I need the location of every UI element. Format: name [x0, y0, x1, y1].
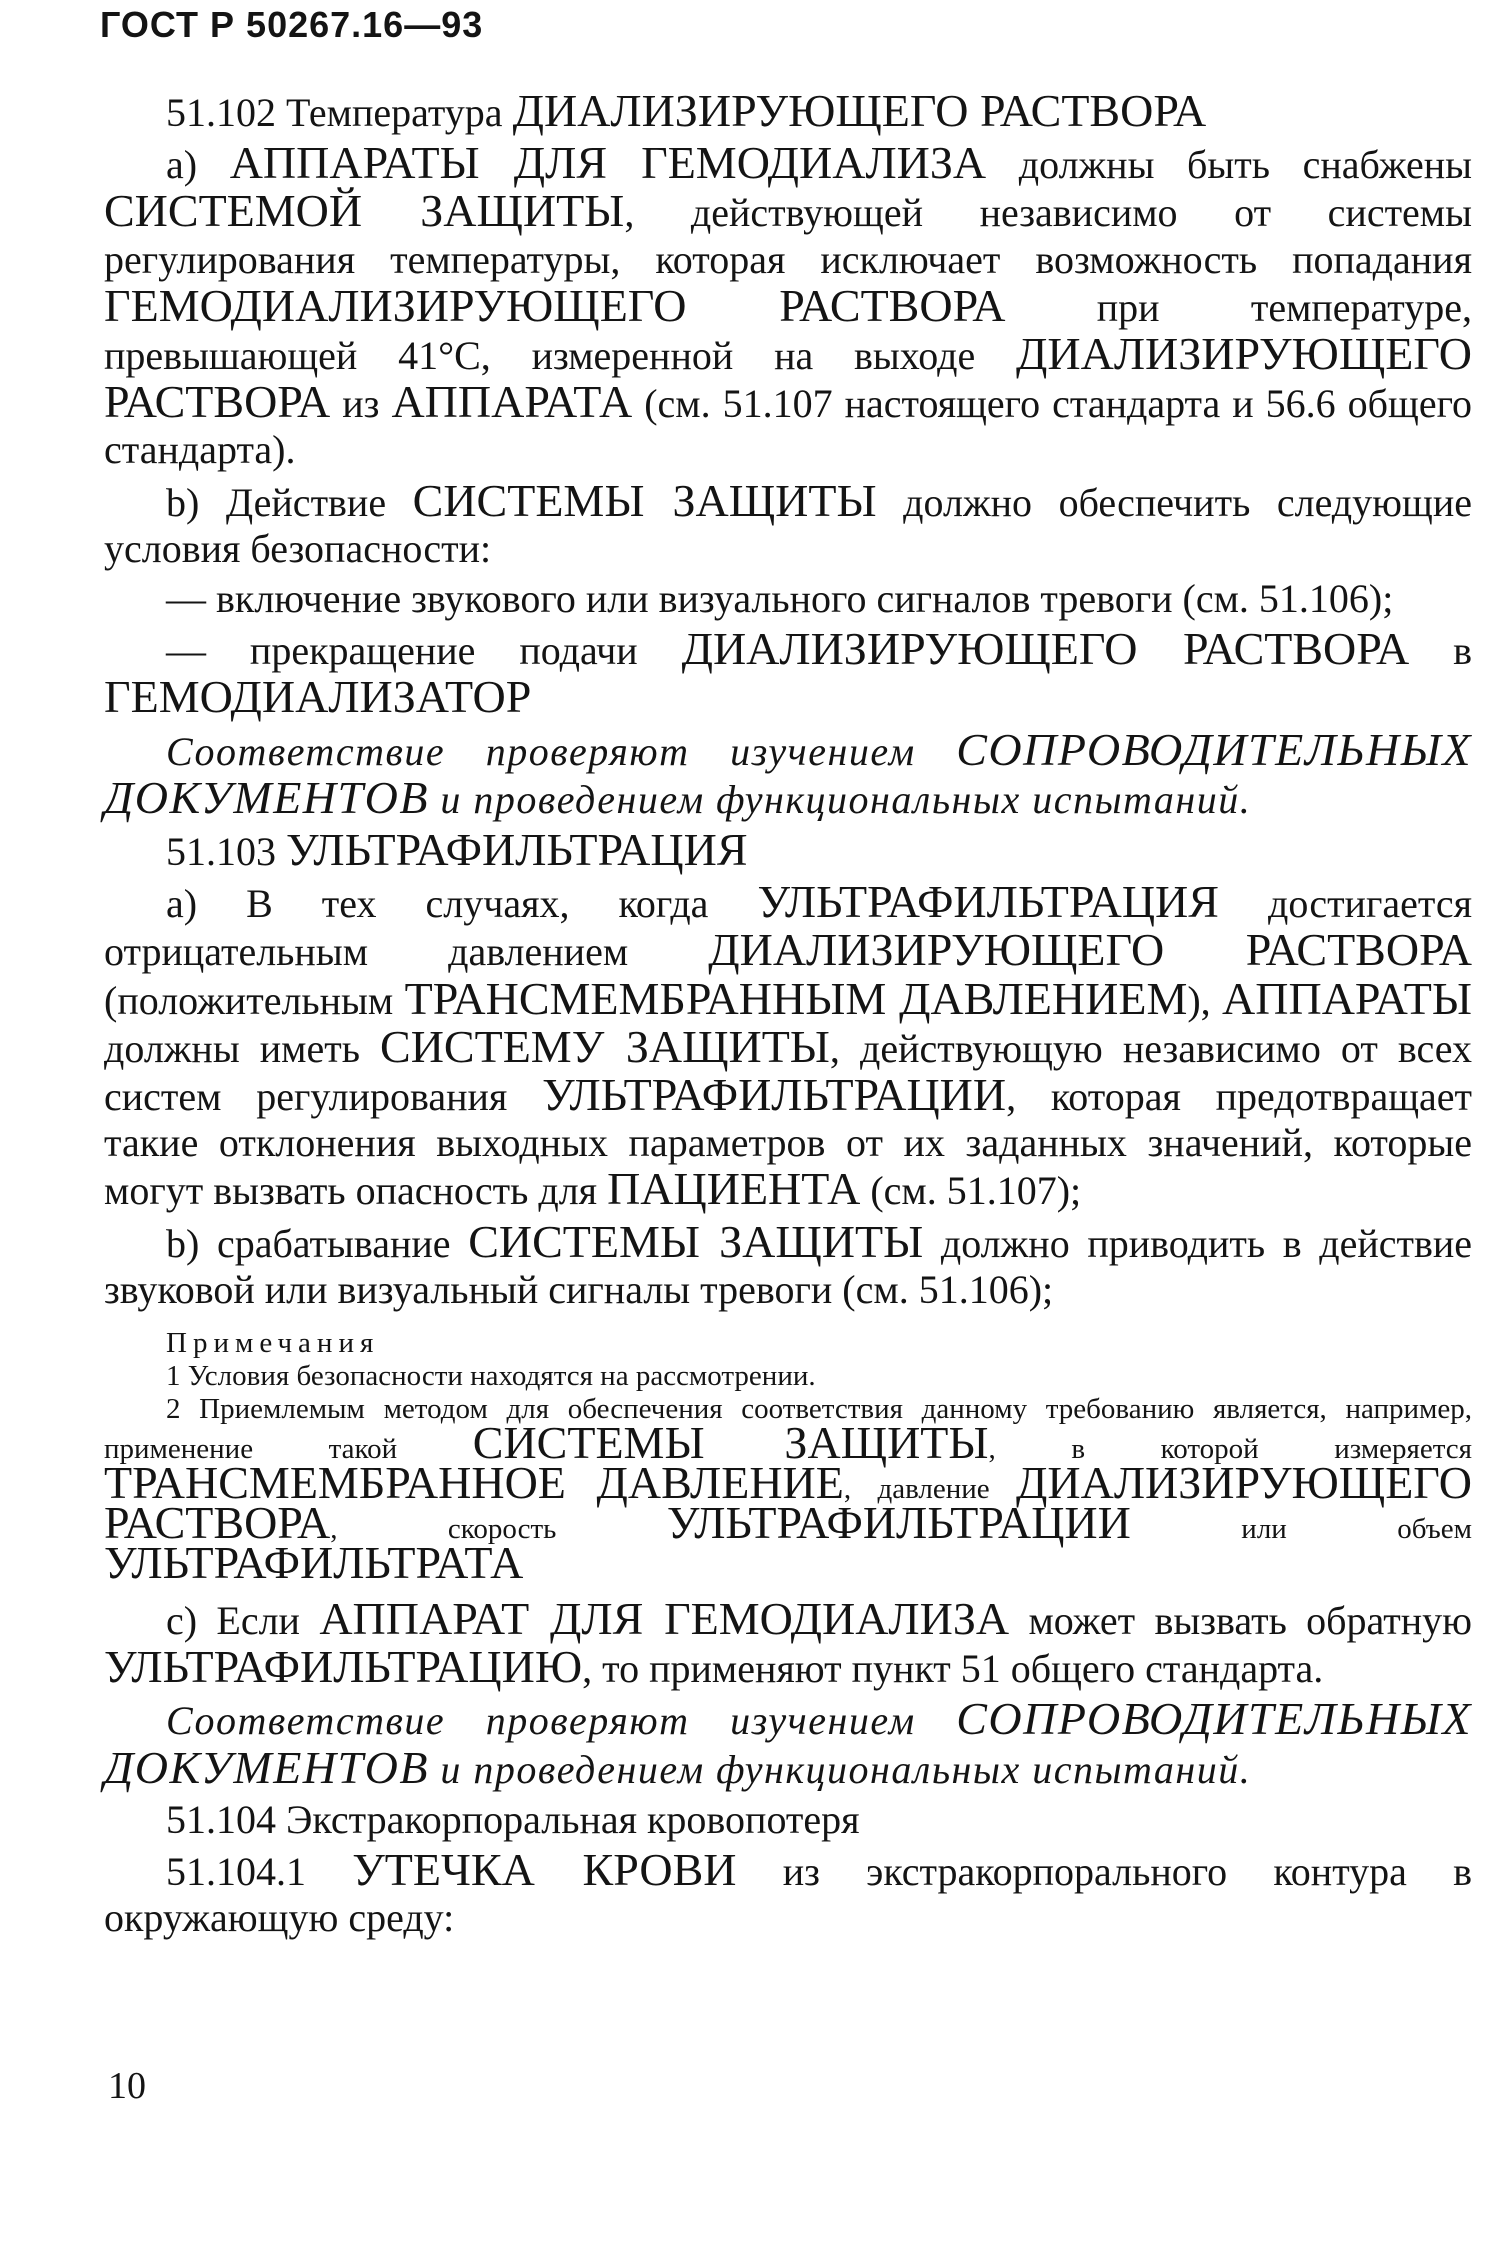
defined-term: СИСТЕМЫ ЗАЩИТЫ: [468, 1215, 924, 1267]
defined-term: СОПРОВОДИТЕЛЬНЫХ ДОКУМЕНТОВ: [104, 723, 1472, 823]
defined-term: ПАЦИЕНТА: [607, 1163, 861, 1215]
text-run: 51.104.1: [166, 1849, 353, 1895]
defined-term: ТРАНСМЕМБРАННЫМ ДАВЛЕНИЕМ: [404, 972, 1188, 1024]
clause-51-104-title: [104, 1797, 1472, 1843]
notes-block: [104, 1327, 1472, 1589]
text-run: Соответствие проверяют изучением: [166, 1698, 957, 1744]
text-run: должны иметь: [104, 1025, 381, 1071]
text-run: , действующей независимо от системы регулирования температуры, которая исключает возможность попадания: [104, 190, 1472, 282]
text-run: (см. 51.107);: [860, 1168, 1082, 1214]
text-run: — прекращение подачи: [166, 628, 682, 674]
text-run: b) срабатывание: [166, 1220, 469, 1266]
text-run: и проведением функциональных испытаний.: [428, 1746, 1252, 1792]
text-run: может вызвать обратную: [1009, 1598, 1472, 1644]
text-run: b) Действие: [166, 479, 413, 525]
text-run: c) Если: [166, 1598, 320, 1644]
defined-term: СИСТЕМУ ЗАЩИТЫ: [380, 1020, 830, 1072]
defined-term: СОПРОВОДИТЕЛЬНЫХ ДОКУМЕНТОВ: [104, 1693, 1472, 1793]
text-run: 51.103: [166, 829, 286, 875]
defined-term: УЛЬТРАФИЛЬТРАЦИЯ: [286, 824, 748, 876]
notes-title: Примечания: [166, 1327, 380, 1360]
text-run: Соответствие проверяют изучением: [166, 728, 957, 774]
clause-51-102-b: [104, 474, 1472, 572]
clause-51-103-a: [104, 876, 1473, 1215]
defined-term: ДИАЛИЗИРУЮЩЕГО РАСТВОРА: [708, 924, 1473, 976]
list-item-alarm-signals: [104, 576, 1472, 622]
defined-term: ГЕМОДИАЛИЗИРУЮЩЕГО РАСТВОРА: [104, 279, 1006, 331]
defined-term: УЛЬТРАФИЛЬТРАЦИИ: [666, 1497, 1131, 1549]
defined-term: УТЕЧКА КРОВИ: [352, 1844, 737, 1896]
clause-51-103-c: [104, 1593, 1472, 1693]
text-run: a): [166, 142, 230, 188]
defined-term: УЛЬТРАФИЛЬТРАЦИЯ: [757, 876, 1219, 928]
clause-51-102-title: [104, 85, 1472, 136]
text-run: , скорость: [330, 1513, 667, 1546]
text-run: из: [330, 381, 392, 427]
defined-term: ДИАЛИЗИРУЮЩЕГО РАСТВОРА: [681, 623, 1410, 675]
text-run: из экстракорпорального контура в окружающую среду:: [104, 1849, 1473, 1941]
defined-term: ГЕМОДИАЛИЗАТОР: [104, 671, 532, 723]
text-run: 2 Приемлемым методом для обеспечения соответствия данному требованию является, например, применение такой: [104, 1393, 1472, 1466]
page-number: 10: [108, 2065, 146, 2107]
defined-term: АППАРАТ ДЛЯ ГЕМОДИАЛИЗА: [319, 1593, 1010, 1645]
text-run: (см. 51.107 настоящего стандарта и 56.6 общего стандарта).: [104, 381, 1472, 473]
defined-term: УЛЬТРАФИЛЬТРАТА: [104, 1537, 524, 1589]
text-run: — включение звукового или визуального сигналов тревоги (см. 51.106);: [166, 576, 1394, 622]
note-2: [104, 1393, 1472, 1589]
text-run: должно обеспечить следующие условия безопасности:: [104, 479, 1472, 571]
defined-term: АППАРАТЫ: [1222, 972, 1472, 1024]
text-run: a) В тех случаях, когда: [166, 881, 758, 927]
clause-51-104-1: [104, 1844, 1473, 1941]
compliance-statement: [104, 723, 1472, 823]
document-body: [104, 85, 1473, 1946]
text-run: и проведением функциональных испытаний.: [428, 776, 1252, 822]
text-run: должно приводить в действие звуковой или визуальный сигналы тревоги (см. 51.106);: [104, 1220, 1473, 1312]
defined-term: СИСТЕМЫ ЗАЩИТЫ: [472, 1417, 989, 1469]
text-run: 51.102 Температура: [166, 90, 513, 135]
note-1: [104, 1360, 1472, 1393]
clause-51-103-title: [104, 824, 1472, 876]
defined-term: ДИАЛИЗИРУЮЩЕГО РАСТВОРА: [104, 1457, 1472, 1549]
text-run: , в которой измеряется: [988, 1433, 1472, 1466]
defined-term: АППАРАТЫ ДЛЯ ГЕМОДИАЛИЗА: [229, 137, 987, 189]
defined-term: ТРАНСМЕМБРАННОЕ ДАВЛЕНИЕ: [104, 1457, 844, 1509]
text-run: достигается отрицательным давлением: [104, 881, 1472, 975]
clause-51-103-b: [104, 1215, 1473, 1313]
text-run: 1 Условия безопасности находятся на рассмотрении.: [166, 1360, 816, 1393]
defined-term: УЛЬТРАФИЛЬТРАЦИЮ: [104, 1641, 583, 1693]
text-run: в: [1409, 628, 1473, 674]
text-run: должны быть снабжены: [986, 142, 1473, 188]
defined-term: АППАРАТА: [391, 376, 633, 428]
text-run: 51.104 Экстракорпоральная кровопотеря: [166, 1796, 860, 1842]
defined-term: ДИАЛИЗИРУЮЩЕГО РАСТВОРА: [104, 328, 1472, 428]
text-run: или объем: [1130, 1513, 1472, 1546]
text-run: , которая предотвращает такие отклонения выходных параметров от их заданных значений, которые могут вызвать опасность для: [104, 1074, 1472, 1214]
text-run: , то применяют пункт 51 общего стандарта.: [582, 1646, 1324, 1692]
defined-term: СИСТЕМОЙ ЗАЩИТЫ: [104, 185, 625, 237]
text-run: , давление: [843, 1473, 1017, 1506]
text-run: , действующую независимо от всех систем регулирования: [104, 1025, 1473, 1120]
document-header: ГОСТ Р 50267.16—93: [100, 4, 484, 45]
clause-51-102-a: [104, 137, 1473, 473]
defined-term: ДИАЛИЗИРУЮЩЕГО РАСТВОРА: [512, 85, 1207, 136]
compliance-statement: [104, 1693, 1472, 1793]
defined-term: СИСТЕМЫ ЗАЩИТЫ: [412, 474, 877, 526]
defined-term: УЛЬТРАФИЛЬТРАЦИИ: [542, 1069, 1007, 1121]
list-item-stop-supply: [104, 623, 1473, 723]
text-run: при температуре, превышающей 41°С, измеренной на выходе: [104, 284, 1472, 379]
text-run: (положительным: [104, 977, 405, 1023]
text-run: ),: [1187, 977, 1223, 1023]
